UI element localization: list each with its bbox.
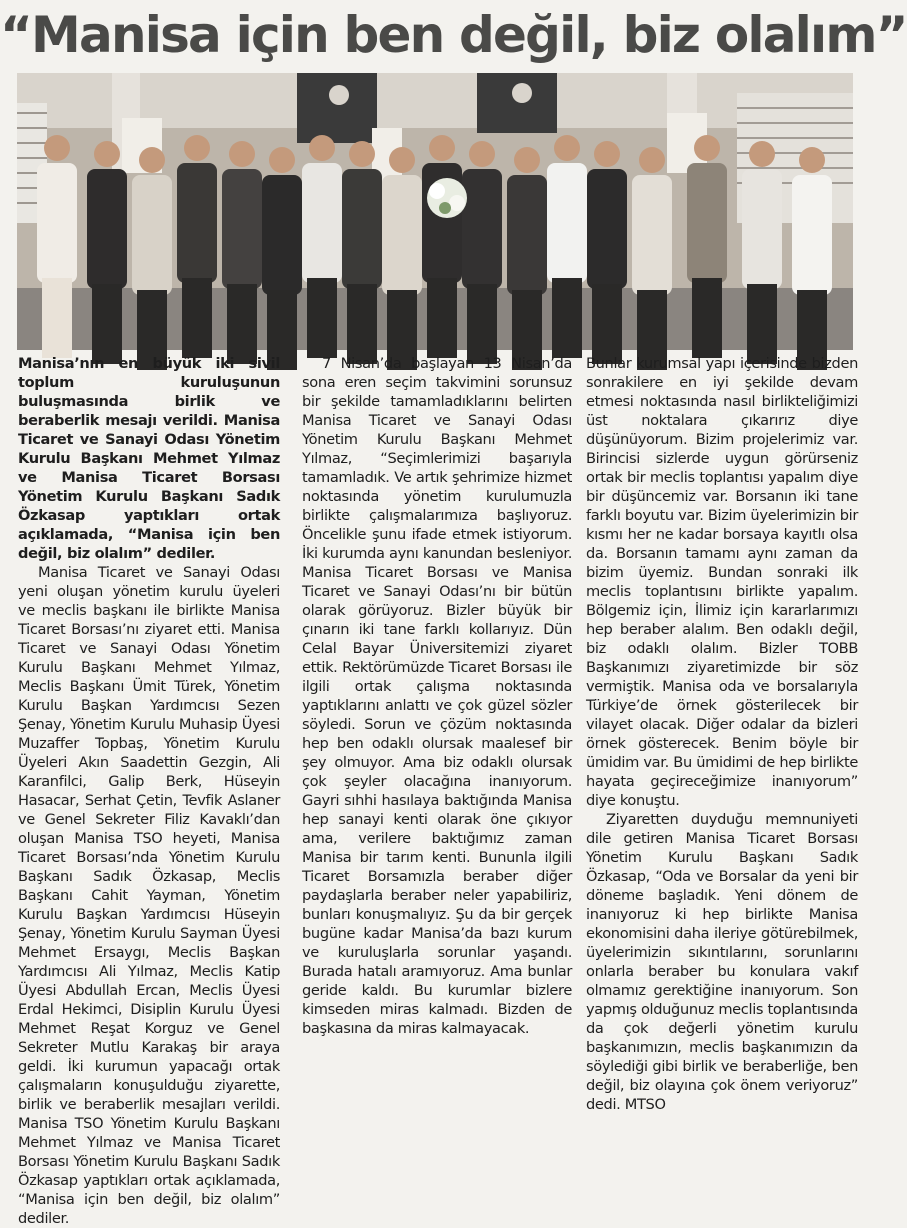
person-figure <box>592 284 622 364</box>
person-figure <box>552 278 582 358</box>
person-figure <box>262 175 302 295</box>
person-figure <box>639 147 665 173</box>
column-3 <box>586 354 858 1113</box>
person-figure <box>227 284 257 364</box>
article-paragraph: 7 Nisan’da başlayan 13 Nisan’da sona eren seçim takvimini sorunsuz bir şekilde tamamladıklarını belirten Manisa Ticaret ve Sanayi Odası Yönetim Kurulu Başkanı Mehmet Yılmaz, “Seçimlerimizi başarıyla tamamladık. Ve artık şehrimize hizmet noktasında yönetim kurulumuzla birlikte çalışmalarımıza başlıyoruz. Öncelikle şunu ifade etmek istiyorum. İki kurumda aynı kanundan besleniyor. Manisa Ticaret Borsası ve Manisa Ticaret ve Sanayi Odası’nı bir bütün olarak görüyoruz. Bizler büyük bir çınarın iki tane farklı kollarıyız. Dün Celal Bayar Üniversitemizi ziyaret ettik. Rektörümüzde Ticaret Borsası ile ilgili ortak çalışma noktasında yaptıklarını anlattı ve çok güzel sözler söyledi. Sorun ve çözüm noktasında hep ben odaklı olursak maalesef bir şey olmuyor. Ama biz odaklı olursak çok şeyler olacağına inanıyorum. Gayri sıhhi hasılaya baktığında Manisa hep sanayi kenti olarak öne çıkıyor ama, verilere baktığımız zaman Manisa bir tarım kenti. Bununla ilgili Ticaret Borsamızla beraber diğer paydaşlarla beraber neler yapabiliriz, bunları konuşmalıyız. Şu da bir gerçek bugüne kadar Manisa’da bazı kurum ve kuruluşlarla sorunlar yaşandı. Burada hatalı aramıyoruz. Ama bunlar geride kaldı. Bu kurumlar bizlere kimseden miras kalmadı. Bizden de başkasına da miras kalmayacak. <box>302 355 572 1037</box>
person-figure <box>429 135 455 161</box>
person-figure <box>222 169 262 289</box>
article-paragraph: Bunlar kurumsal yapı içerisinde bizden sonrakilere en iyi şekilde devam etmesi noktasında nasıl birlikteliğimizi üst noktalara çıkarırız diye düşünüyorum. Bizim projelerimiz var. Birincisi sizlerde uygun görürseniz ortak bir meclis toplantısı yapalım diye bir düşüncemiz var. Borsanın iki tane farklı boyutu var. Bizim üyelerimizin bir kısmı her ne kadar borsaya kayıtlı olsa da. Borsanın tamamı aynı zaman da bizim üyemiz. Bundan sonraki ilk meclis toplantısını birlikte yapalım. Bölgemiz için, İlimiz için kararlarımızı hep beraber alalım. Ben odaklı değil, biz odaklı olalım. Bizler TOBB Başkanımızı ziyaretimizde bir söz vermiştik. Manisa oda ve borsalarıyla Türkiye’de örnek gösterilecek bir vilayet olacak. Diğer odalar da bizleri örnek gösterecek. Benim böyle bir ümidim var. Bu ümidimi de hep birlikte hayata geçireceğimize inanıyorum” diye konuştu. <box>586 355 858 809</box>
person-figure <box>462 169 502 289</box>
person-figure <box>687 163 727 283</box>
person-figure <box>742 169 782 289</box>
person-figure <box>269 147 295 173</box>
person-figure <box>182 278 212 358</box>
person-figure <box>389 147 415 173</box>
person-figure <box>594 141 620 167</box>
person-figure <box>347 284 377 364</box>
person-figure <box>42 278 72 358</box>
person-figure <box>554 135 580 161</box>
person-figure <box>792 175 832 295</box>
person-figure <box>307 278 337 358</box>
article-paragraph: Manisa Ticaret ve Sanayi Odası yeni oluşan yönetim kurulu üyeleri ve meclis başkanı ile birlikte Manisa Ticaret Borsası’nı ziyaret etti. Manisa Ticaret ve Sanayi Odası Yönetim Kurulu Başkanı Mehmet Yılmaz, Meclis Başkanı Ümit Türek, Yönetim Kurulu Başkan Yardımcısı Sezen Şenay, Yönetim Kurulu Muhasip Üyesi Muzaffer Topbaş, Yönetim Kurulu Üyeleri Akın Saadettin Gezgin, Ali Karanfilci, Galip Berk, Hüseyin Hasacar, Serhat Çetin, Tevfik Aslaner ve Genel Sekreter Filiz Kavaklı’dan oluşan Manisa TSO heyeti, Manisa Ticaret Borsası’nda Yönetim Kurulu Başkanı Sadık Özkasap, Meclis Başkanı Cahit Yayman, Yönetim Kurulu Başkan Yardımcısı Hüseyin Şenay, Yönetim Kurulu Sayman Üyesi Mehmet Ersaygı, Meclis Başkan Yardımcısı Ali Yılmaz, Meclis Katip Üyesi Abdullah Ercan, Meclis Üyesi Erdal Hekimci, Disiplin Kurulu Üyesi Mehmet Reşat Korguz ve Genel Sekreter Mutlu Karakaş bir araya geldi. İki kurumun yapacağı ortak çalışmaların konuşulduğu ziyarette, birlik ve beraberlik mesajları verildi. Manisa TSO Yönetim Kurulu Başkanı Mehmet Yılmaz ve Manisa Ticaret Borsası Yönetim Kurulu Başkanı Sadık Özkasap yaptıkları ortak açıklamada, “Manisa için ben değil, biz olalım” dediler. <box>18 564 280 1227</box>
person-figure <box>44 135 70 161</box>
person-figure <box>427 278 457 358</box>
person-figure <box>94 141 120 167</box>
person-figure <box>309 135 335 161</box>
person-figure <box>694 135 720 161</box>
person-figure <box>302 163 342 283</box>
article-paragraph: Ziyaretten duyduğu memnuniyeti dile getiren Manisa Ticaret Borsası Yönetim Kurulu Başkanı Sadık Özkasap, “Oda ve Borsalar da yeni bir döneme başladık. Yeni dönem de inanıyoruz ki hep birlikte Manisa ekonomisini daha ileriye götürebilmek, üyelerimizin sıkıntılarını, sorunlarını onlarla beraber bu konulara vakıf olmamız gerektiğine inanıyorum. Son yapmış olduğunuz meclis toplantısında da çok değerli yönetim kurulu başkanımızın, meclis başkanımızın da söylediği gibi birlik ve beraberliğe, ben değil, biz olayına çok önem veriyoruz” dedi. MTSO <box>586 811 858 1113</box>
article-headline: “Manisa için ben değil, biz olalım” <box>0 6 907 64</box>
person-figure <box>514 147 540 173</box>
person-figure <box>547 163 587 283</box>
person-figure <box>507 175 547 295</box>
person-figure <box>467 284 497 364</box>
person-figure <box>587 169 627 289</box>
person-figure <box>139 147 165 173</box>
person-figure <box>469 141 495 167</box>
person-figure <box>92 284 122 364</box>
person-figure <box>342 169 382 289</box>
person-figure <box>229 141 255 167</box>
person-figure <box>799 147 825 173</box>
column-1 <box>18 354 280 1227</box>
person-figure <box>87 169 127 289</box>
person-figure <box>747 284 777 364</box>
person-figure <box>184 135 210 161</box>
column-2 <box>302 354 572 1037</box>
person-figure <box>749 141 775 167</box>
person-figure <box>349 141 375 167</box>
person-figure <box>692 278 722 358</box>
article-lead: Manisa’nın en büyük iki sivil toplum kuruluşunun buluşmasında birlik ve beraberlik mesajı verildi. Manisa Ticaret ve Sanayi Odası Yönetim Kurulu Başkanı Mehmet Yılmaz ve Manisa Ticaret Borsası Yönetim Kurulu Başkanı Sadık Özkasap yaptıkları ortak açıklamada, “Manisa için ben değil, biz olalım” dediler. <box>18 355 280 562</box>
person-figure <box>132 175 172 295</box>
person-figure <box>632 175 672 295</box>
group-photo <box>17 73 853 350</box>
person-figure <box>382 175 422 295</box>
person-figure <box>177 163 217 283</box>
person-figure <box>37 163 77 283</box>
